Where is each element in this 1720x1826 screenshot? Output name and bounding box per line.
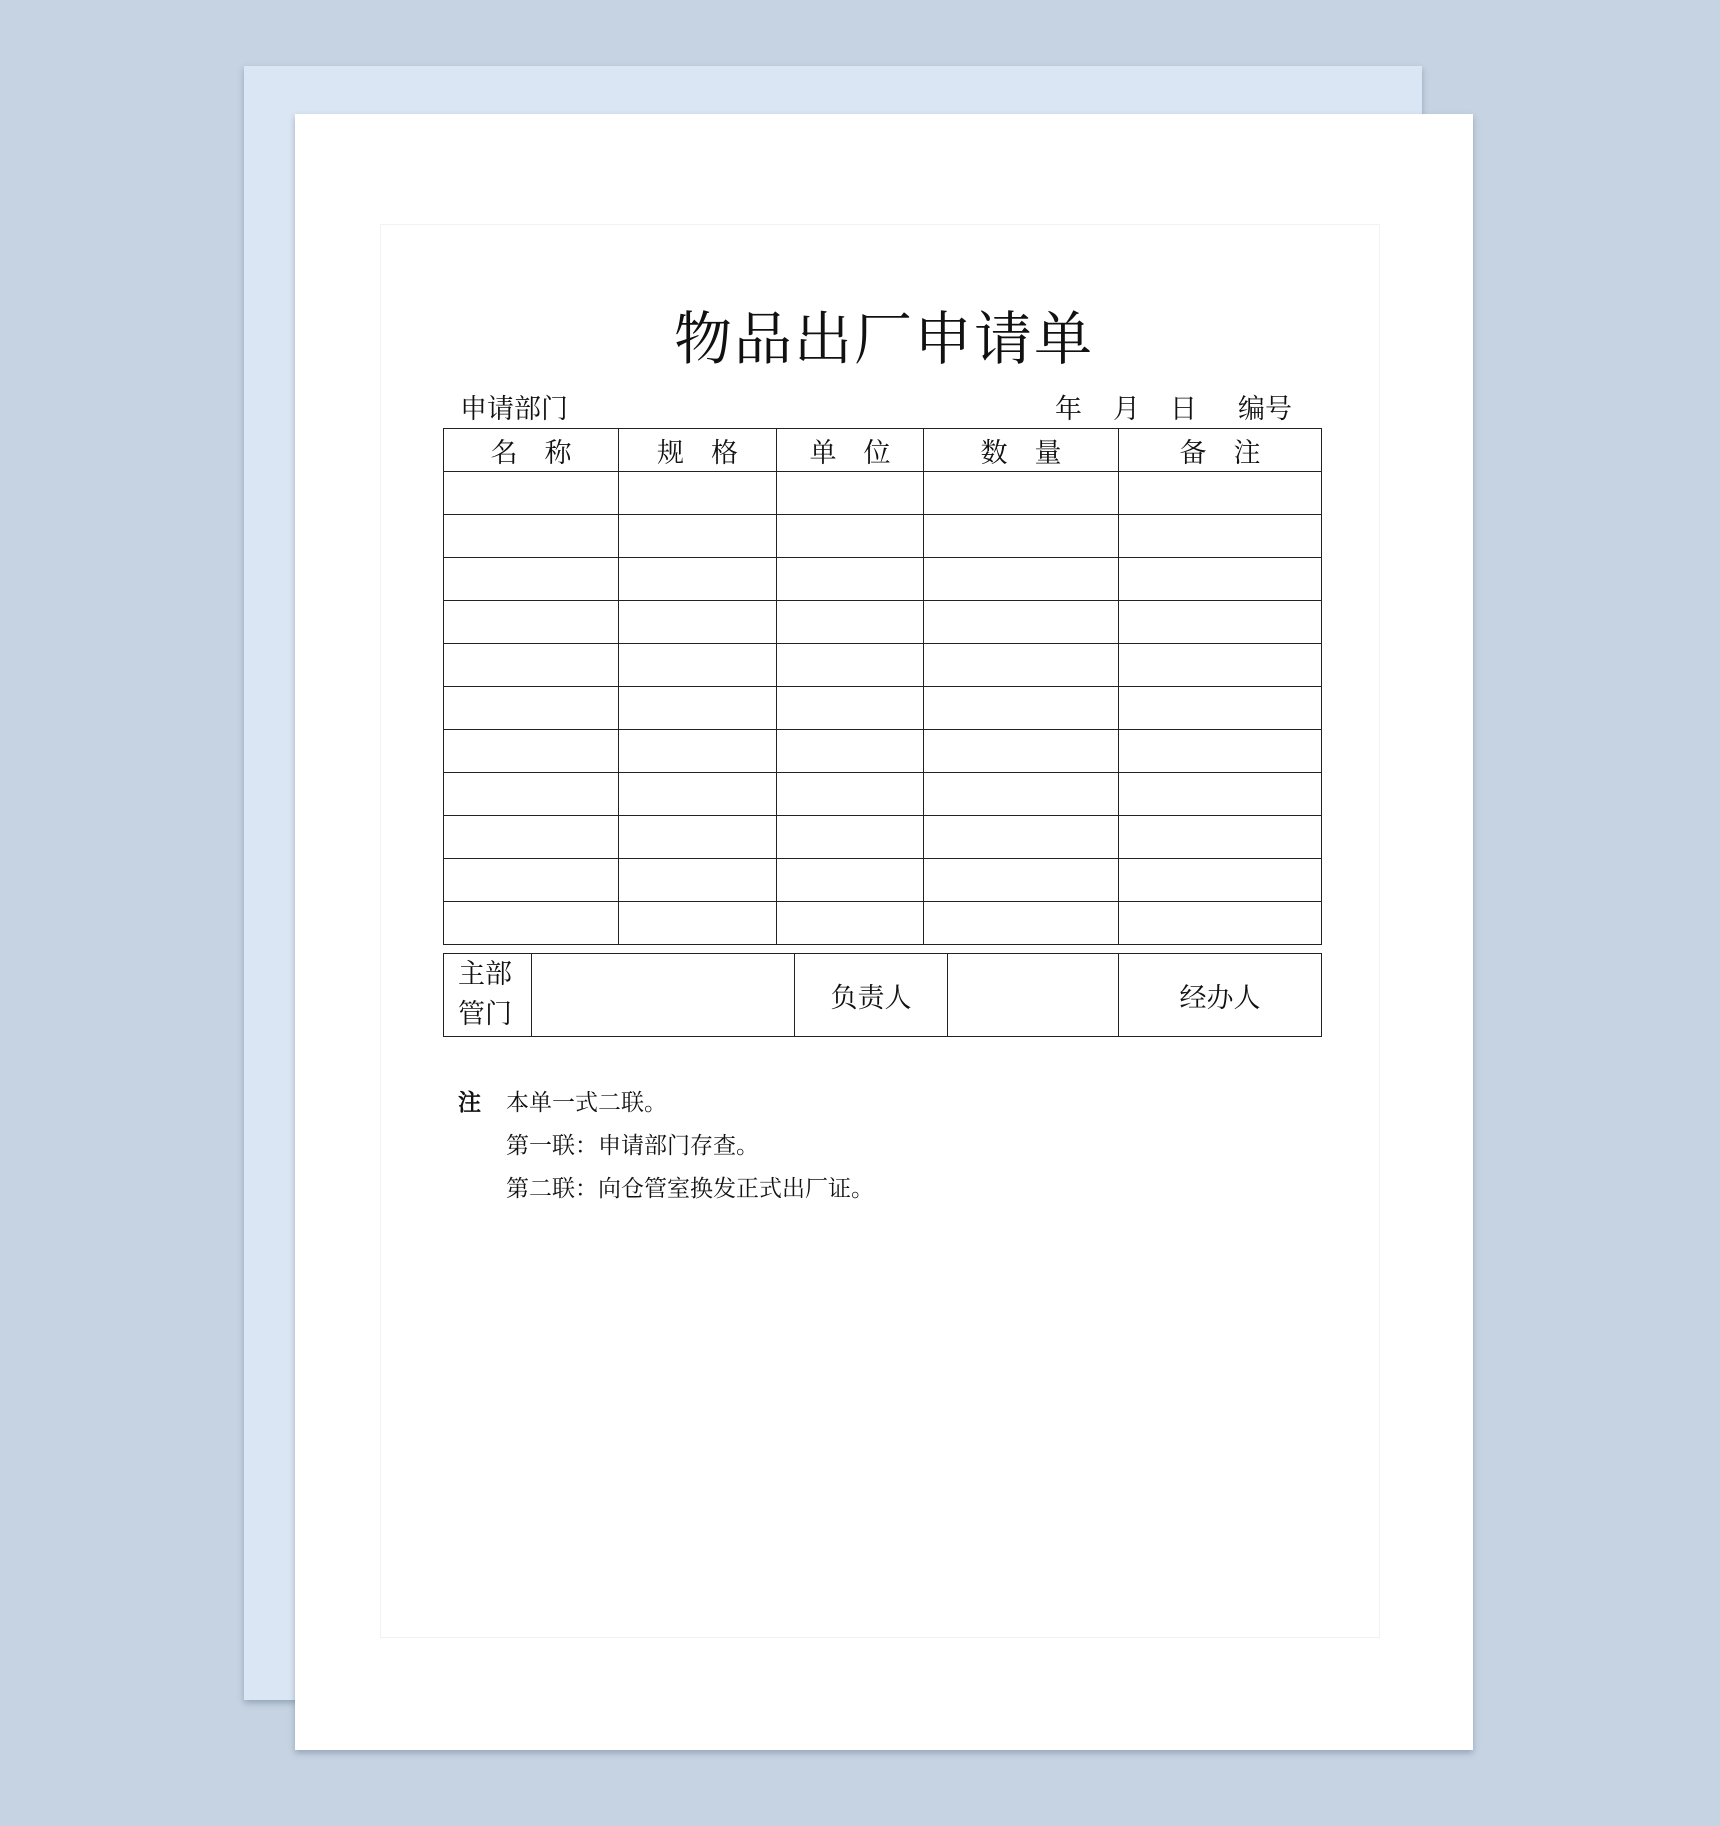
remarks-cell[interactable] (1119, 730, 1322, 773)
name-cell[interactable] (444, 859, 619, 902)
unit-cell[interactable] (777, 773, 924, 816)
table-row (444, 515, 1322, 558)
quantity-cell[interactable] (924, 902, 1119, 945)
unit-cell[interactable] (777, 859, 924, 902)
spec-cell[interactable] (619, 601, 777, 644)
quantity-cell[interactable] (924, 472, 1119, 515)
unit-cell[interactable] (777, 902, 924, 945)
quantity-cell[interactable] (924, 730, 1119, 773)
quantity-cell[interactable] (924, 515, 1119, 558)
main-dept-cell[interactable] (532, 954, 795, 1037)
quantity-cell[interactable] (924, 859, 1119, 902)
quantity-cell[interactable] (924, 558, 1119, 601)
table-row (444, 558, 1322, 601)
remarks-cell[interactable] (1119, 515, 1322, 558)
spec-cell[interactable] (619, 687, 777, 730)
table-row (444, 859, 1322, 902)
unit-cell[interactable] (777, 730, 924, 773)
name-cell[interactable] (444, 644, 619, 687)
spec-cell[interactable] (619, 902, 777, 945)
table-row (444, 902, 1322, 945)
col-header-remarks: 备 注 (1119, 429, 1322, 472)
spec-cell[interactable] (619, 472, 777, 515)
name-cell[interactable] (444, 558, 619, 601)
table-row (444, 687, 1322, 730)
unit-cell[interactable] (777, 472, 924, 515)
spec-cell[interactable] (619, 773, 777, 816)
quantity-cell[interactable] (924, 773, 1119, 816)
applicant-dept-label: 申请部门 (460, 394, 568, 425)
unit-cell[interactable] (777, 558, 924, 601)
remarks-cell[interactable] (1119, 773, 1322, 816)
spec-cell[interactable] (619, 730, 777, 773)
unit-cell[interactable] (777, 515, 924, 558)
notes-label: 注 (458, 1090, 481, 1116)
col-header-quantity: 数 量 (924, 429, 1119, 472)
table-row (444, 816, 1322, 859)
main-dept-label-line2: 管门 (458, 999, 512, 1030)
unit-cell[interactable] (777, 644, 924, 687)
col-header-unit: 单 位 (777, 429, 924, 472)
document-page (295, 114, 1473, 1750)
col-header-name: 名 称 (444, 429, 619, 472)
remarks-cell[interactable] (1119, 644, 1322, 687)
table-row (444, 472, 1322, 515)
name-cell[interactable] (444, 515, 619, 558)
table-row (444, 644, 1322, 687)
remarks-cell[interactable] (1119, 558, 1322, 601)
remarks-cell[interactable] (1119, 816, 1322, 859)
remarks-cell[interactable] (1119, 902, 1322, 945)
note-text-3: 第二联：向仓管室换发正式出厂证。 (506, 1176, 874, 1202)
name-cell[interactable] (444, 902, 619, 945)
day-label: 日 (1170, 394, 1197, 425)
quantity-cell[interactable] (924, 687, 1119, 730)
responsible-label: 负责人 (795, 954, 948, 1037)
unit-cell[interactable] (777, 687, 924, 730)
name-cell[interactable] (444, 687, 619, 730)
col-header-spec: 规 格 (619, 429, 777, 472)
unit-cell[interactable] (777, 816, 924, 859)
responsible-cell[interactable] (948, 954, 1119, 1037)
remarks-cell[interactable] (1119, 859, 1322, 902)
month-label: 月 (1113, 394, 1140, 425)
date-number-header (1055, 390, 1600, 430)
spec-cell[interactable] (619, 816, 777, 859)
remarks-cell[interactable] (1119, 472, 1322, 515)
spec-cell[interactable] (619, 644, 777, 687)
year-label: 年 (1055, 394, 1082, 425)
name-cell[interactable] (444, 816, 619, 859)
note-text-1: 本单一式二联。 (506, 1090, 667, 1116)
number-label: 编号 (1238, 394, 1292, 425)
name-cell[interactable] (444, 601, 619, 644)
quantity-cell[interactable] (924, 644, 1119, 687)
items-table (443, 428, 1322, 945)
table-row (444, 730, 1322, 773)
unit-cell[interactable] (777, 601, 924, 644)
name-cell[interactable] (444, 730, 619, 773)
signature-row (444, 954, 1322, 1037)
quantity-cell[interactable] (924, 816, 1119, 859)
remarks-cell[interactable] (1119, 687, 1322, 730)
table-header-row (444, 429, 1322, 472)
main-dept-label (444, 954, 532, 1037)
signature-table (443, 953, 1322, 1037)
table-row (444, 773, 1322, 816)
name-cell[interactable] (444, 773, 619, 816)
spec-cell[interactable] (619, 859, 777, 902)
table-row (444, 601, 1322, 644)
name-cell[interactable] (444, 472, 619, 515)
remarks-cell[interactable] (1119, 601, 1322, 644)
document-title: 物品出厂申请单 (673, 305, 1094, 373)
spec-cell[interactable] (619, 515, 777, 558)
main-dept-label-line1: 主部 (458, 959, 512, 990)
spec-cell[interactable] (619, 558, 777, 601)
note-text-2: 第一联：申请部门存查。 (506, 1133, 759, 1159)
quantity-cell[interactable] (924, 601, 1119, 644)
handler-label: 经办人 (1119, 954, 1322, 1037)
